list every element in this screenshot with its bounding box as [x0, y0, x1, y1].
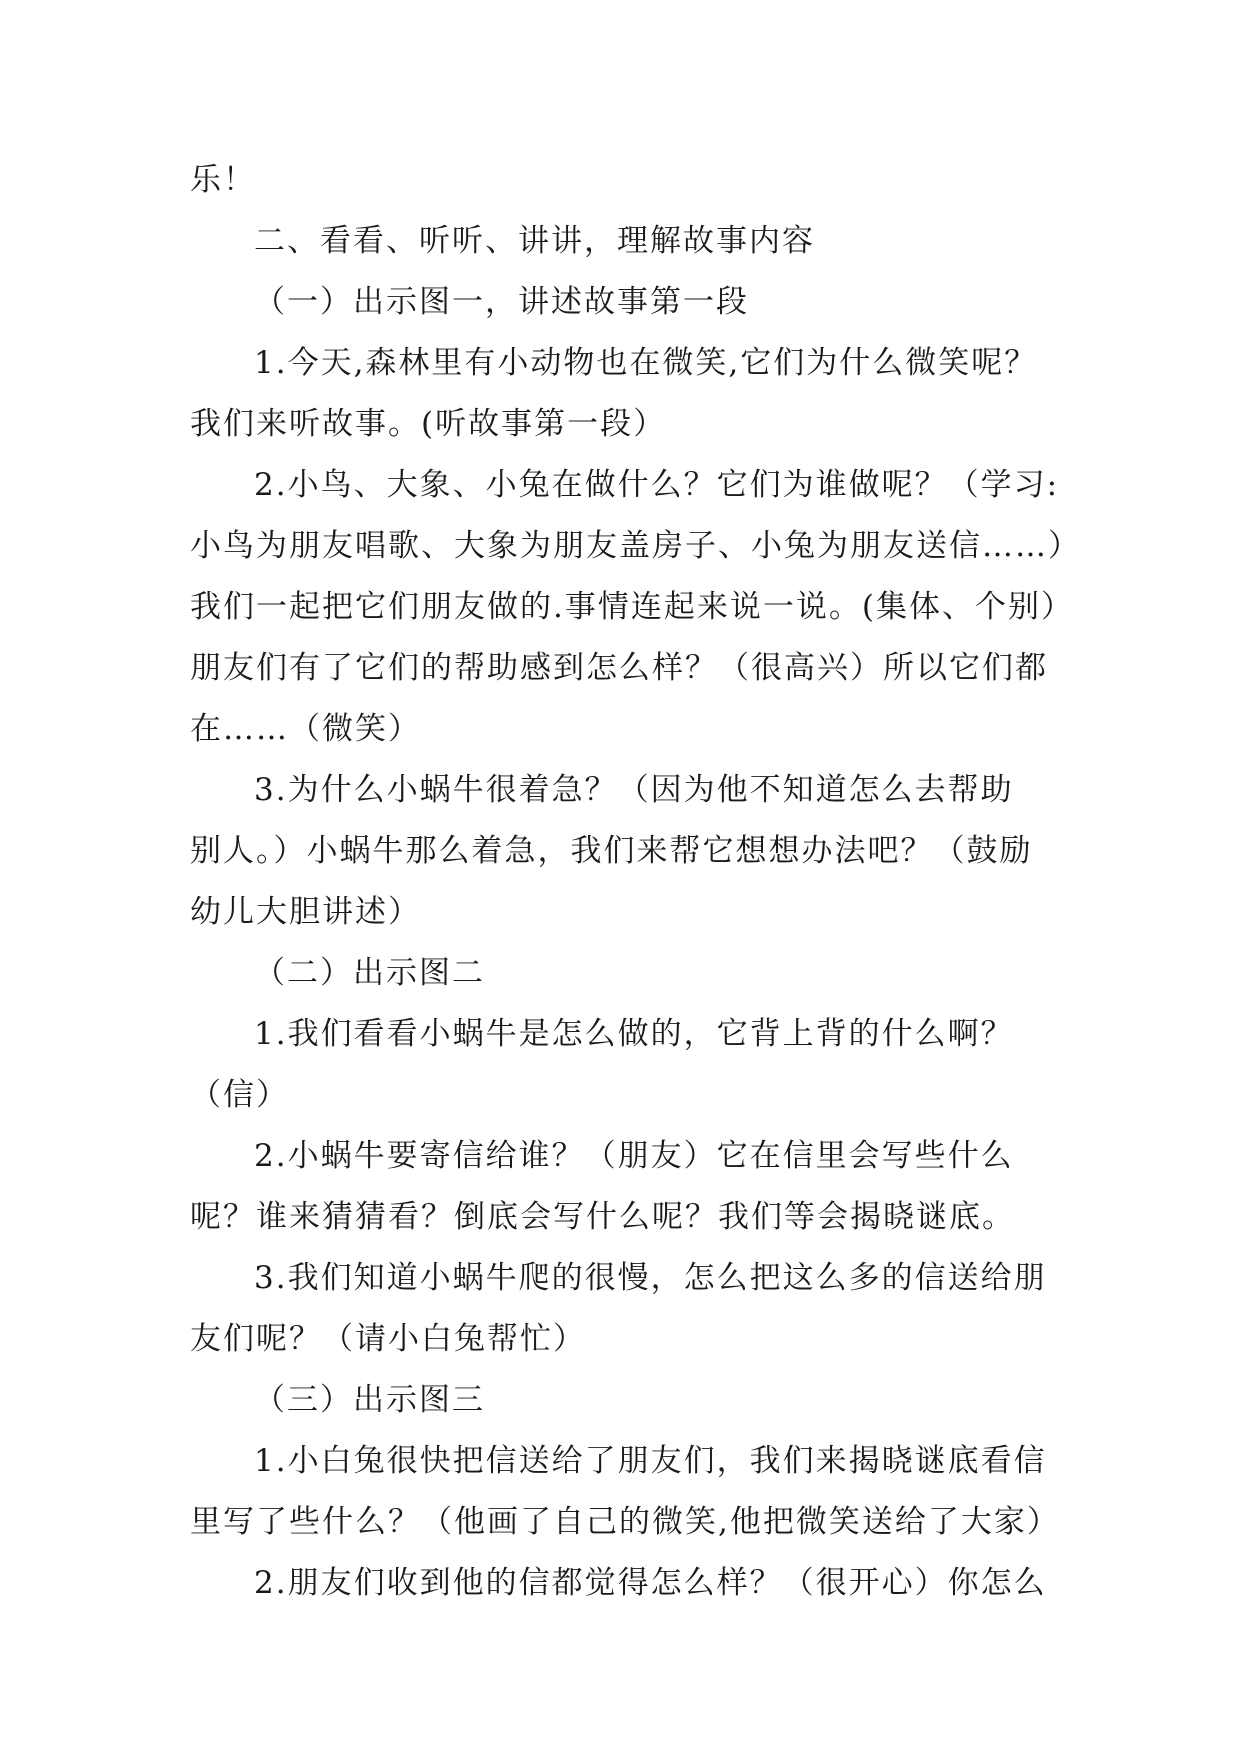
text-line: 别人。）小蜗牛那么着急，我们来帮它想想办法吧？（鼓励 — [190, 833, 1033, 869]
text-line: 1.小白兔很快把信送给了朋友们，我们来揭晓谜底看信 — [254, 1443, 1047, 1479]
text-line: 朋友们有了它们的帮助感到怎么样？（很高兴）所以它们都 — [190, 650, 1048, 686]
text-line: 友们呢？（请小白兔帮忙） — [190, 1321, 586, 1357]
text-line: 2.小蜗牛要寄信给谁？（朋友）它在信里会写些什么 — [254, 1138, 1014, 1174]
text-line: 我们来听故事。(听故事第一段） — [190, 406, 667, 442]
subsection-heading: （一）出示图一，讲述故事第一段 — [254, 284, 749, 320]
text-line: 1.今天,森林里有小动物也在微笑,它们为什么微笑呢？ — [254, 345, 1038, 381]
subsection-heading: （二）出示图二 — [254, 955, 485, 991]
subsection-heading: （三）出示图三 — [254, 1382, 485, 1418]
text-line: 1.我们看看小蜗牛是怎么做的，它背上背的什么啊？ — [254, 1016, 1014, 1052]
text-line: 里写了些什么？（他画了自己的微笑,他把微笑送给了大家） — [190, 1504, 1060, 1540]
text-line: 小鸟为朋友唱歌、大象为朋友盖房子、小兔为朋友送信……） — [190, 528, 1081, 564]
text-line: 在……（微笑） — [190, 711, 421, 747]
text-line: 呢？谁来猜猜看？倒底会写什么呢？我们等会揭晓谜底。 — [190, 1199, 1015, 1235]
text-line: 乐！ — [190, 162, 256, 198]
text-line: 2.小鸟、大象、小兔在做什么？它们为谁做呢？（学习: — [254, 467, 1060, 503]
text-line: 3.为什么小蜗牛很着急？（因为他不知道怎么去帮助 — [254, 772, 1014, 808]
text-line: 2.朋友们收到他的信都觉得怎么样？（很开心）你怎么 — [254, 1565, 1047, 1601]
section-heading: 二、看看、听听、讲讲，理解故事内容 — [254, 223, 815, 259]
text-line: 幼儿大胆讲述） — [190, 894, 421, 930]
text-line: 3.我们知道小蜗牛爬的很慢，怎么把这么多的信送给朋 — [254, 1260, 1047, 1296]
document-body — [190, 150, 1081, 1614]
text-line: （信） — [190, 1077, 289, 1113]
text-line: 我们一起把它们朋友做的.事情连起来说一说。(集体、个别） — [190, 589, 1074, 625]
